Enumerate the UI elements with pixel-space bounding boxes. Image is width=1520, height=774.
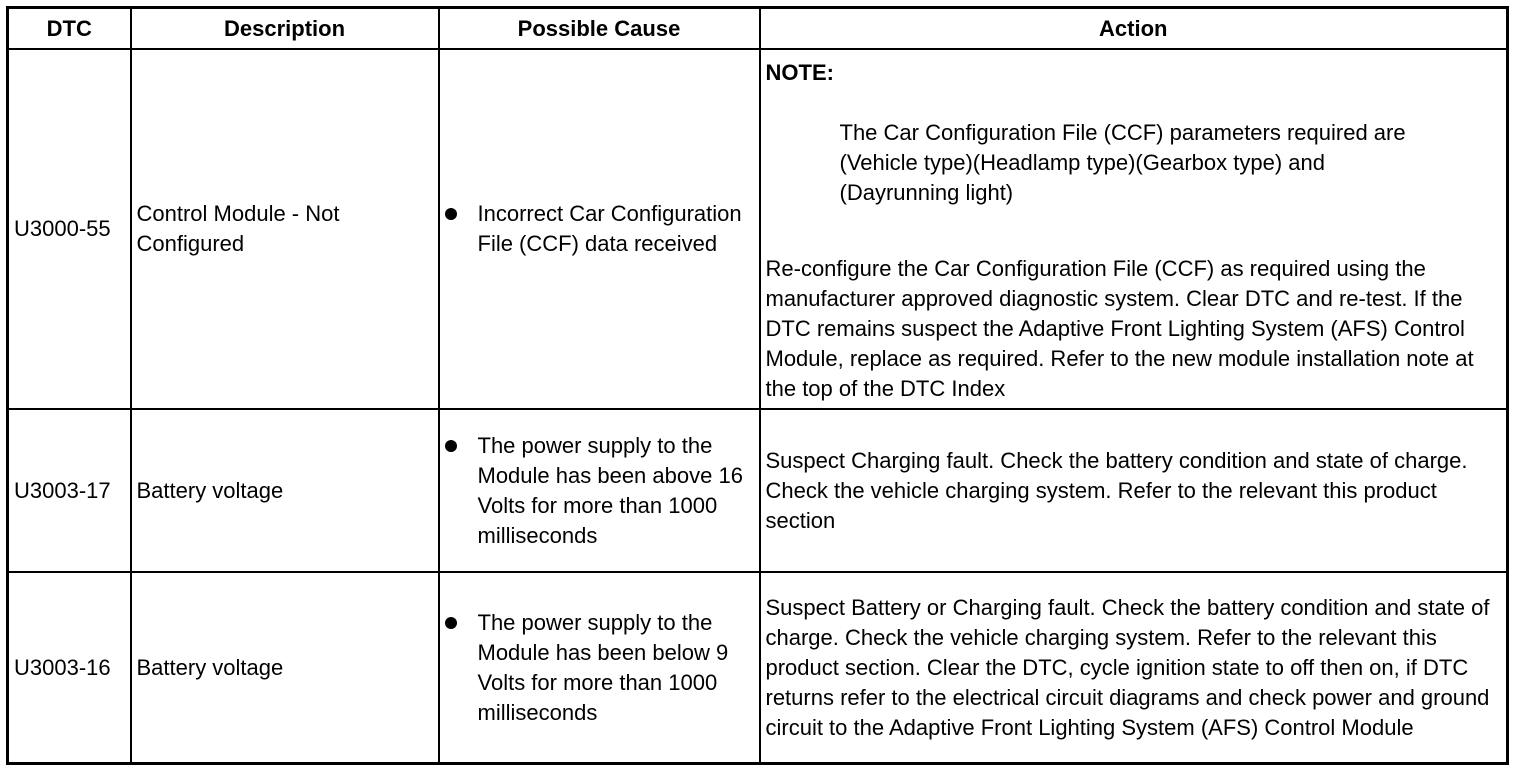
- action-cell: [760, 49, 1508, 409]
- dtc-table: [6, 6, 1509, 765]
- description-cell: Battery voltage: [131, 572, 439, 764]
- column-header-possible-cause: Possible Cause: [439, 8, 760, 50]
- cause-text: Incorrect Car Configuration File (CCF) data received: [477, 201, 742, 256]
- table-header-row: [8, 8, 1508, 50]
- dtc-code-cell: U3003-17: [8, 409, 131, 572]
- action-cell: [760, 409, 1508, 572]
- action-text: Suspect Charging fault. Check the battery condition and state of charge. Check the vehicle charging system. Refer to the relevant this product section: [765, 447, 1468, 533]
- possible-cause-cell: [439, 409, 760, 572]
- description-cell: Battery voltage: [131, 409, 439, 572]
- note-text: The Car Configuration File (CCF) parameters required are (Vehicle type)(Headlamp type)(Gearbox type) and (Dayrunning light): [839, 120, 1406, 205]
- action-text: Re-configure the Car Configuration File (CCF) as required using the manufacturer approved diagnostic system. Clear DTC and re-test. If the DTC remains suspect the Adaptive Front Lighting System (AFS) Control Module, replace as required. Refer to the new module installation note at the top of the DTC Index: [765, 256, 1474, 401]
- possible-cause-cell: [439, 49, 760, 409]
- column-header-dtc: DTC: [8, 8, 131, 50]
- table-row: [8, 409, 1508, 572]
- column-header-description: Description: [131, 8, 439, 50]
- dtc-code-cell: U3000-55: [8, 49, 131, 409]
- action-text: Suspect Battery or Charging fault. Check the battery condition and state of charge. Check the vehicle charging system. Refer to the relevant this product section. Clear the DTC, cycle ignition state to off then on, if DTC returns refer to the electrical circuit diagrams and check power and ground circuit to the Adaptive Front Lighting System (AFS) Control Module: [765, 594, 1490, 740]
- cause-list-item: [445, 608, 754, 728]
- cause-text: The power supply to the Module has been above 16 Volts for more than 1000 milliseconds: [477, 432, 743, 548]
- dtc-code-cell: U3003-16: [8, 572, 131, 764]
- cause-list-item: [445, 199, 754, 259]
- description-cell: Control Module - Not Configured: [131, 49, 439, 409]
- cause-list-item: [445, 431, 754, 551]
- cause-text: The power supply to the Module has been below 9 Volts for more than 1000 milliseconds: [477, 609, 729, 725]
- action-cell: [760, 572, 1508, 764]
- table-row: [8, 49, 1508, 409]
- note-label: NOTE:: [765, 60, 834, 85]
- possible-cause-cell: [439, 572, 760, 764]
- bullet-icon: [445, 208, 457, 220]
- bullet-icon: [445, 617, 457, 629]
- bullet-icon: [445, 440, 457, 452]
- table-row: [8, 572, 1508, 764]
- column-header-action: Action: [760, 8, 1508, 50]
